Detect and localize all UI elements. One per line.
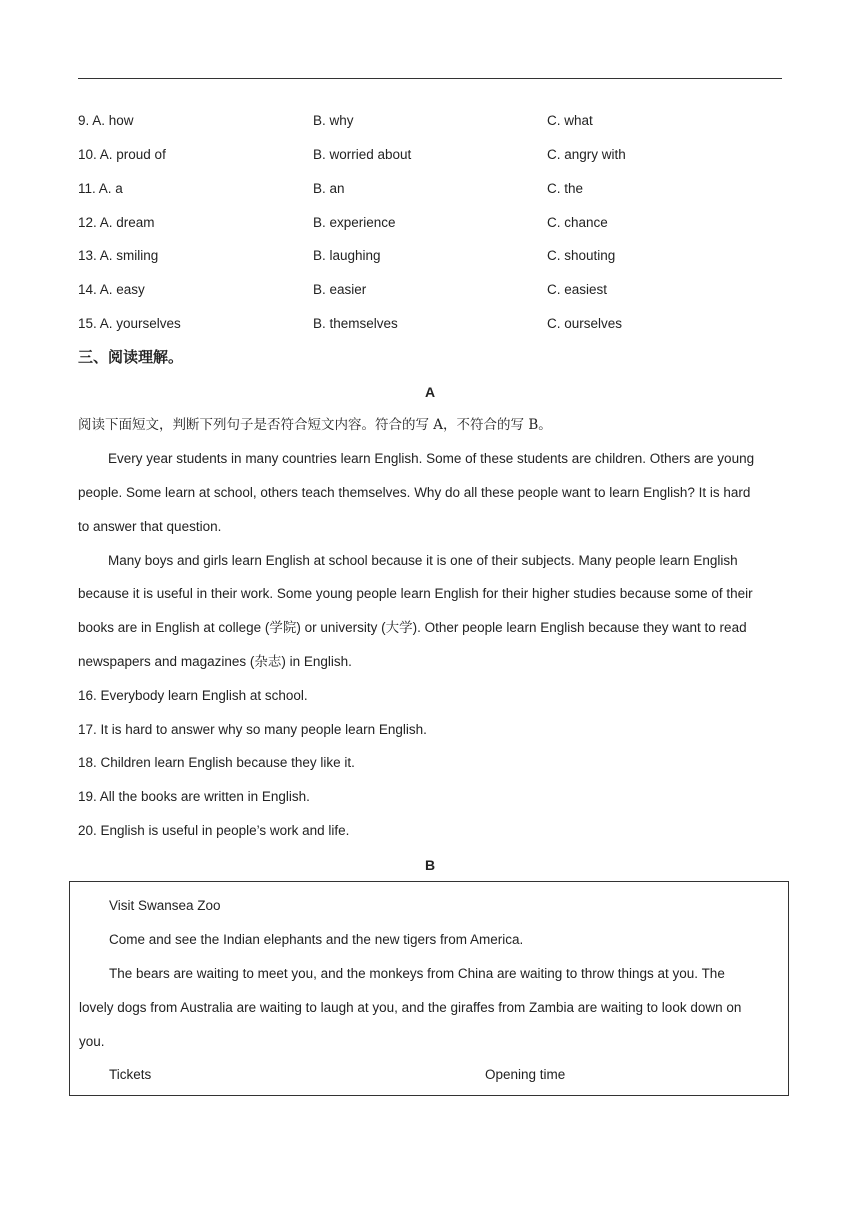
section-heading: 三、阅读理解。 — [78, 348, 184, 366]
passage-a-line: newspapers and magazines (杂志) in English. — [78, 654, 352, 669]
option-c: C. ourselves — [547, 316, 623, 331]
option-c: C. the — [547, 181, 584, 196]
passage-a-label: A — [424, 384, 436, 400]
option-b: B. worried about — [313, 147, 412, 162]
zoo-advert-line: The bears are waiting to meet you, and the monkeys from China are waiting to throw things at you. The — [109, 966, 725, 981]
passage-a-line: people. Some learn at school, others teach themselves. Why do all these people want to learn English? It is hard — [78, 485, 751, 500]
question-18: 18. Children learn English because they like it. — [78, 755, 355, 770]
option-b: B. themselves — [313, 316, 398, 331]
passage-a-line: Many boys and girls learn English at school because it is one of their subjects. Many people learn English — [108, 553, 738, 568]
question-17: 17. It is hard to answer why so many people learn English. — [78, 722, 427, 737]
option-b: B. easier — [313, 282, 367, 297]
option-b: B. laughing — [313, 248, 381, 263]
option-c: C. what — [547, 113, 593, 128]
passage-a-line: to answer that question. — [78, 519, 222, 534]
option-a: 15. A. yourselves — [78, 316, 181, 331]
option-a: 12. A. dream — [78, 215, 155, 230]
zoo-advert-line: you. — [79, 1034, 105, 1049]
option-b: B. why — [313, 113, 354, 128]
option-a: 13. A. smiling — [78, 248, 159, 263]
tickets-label: Tickets — [109, 1067, 152, 1082]
option-row-11 — [78, 179, 782, 199]
option-row-13 — [78, 246, 782, 266]
option-a: 11. A. a — [78, 181, 123, 196]
zoo-advert-line: Come and see the Indian elephants and the new tigers from America. — [109, 932, 524, 947]
zoo-advert-line: lovely dogs from Australia are waiting to laugh at you, and the giraffes from Zambia are waiting to look down on — [79, 1000, 742, 1015]
question-20: 20. English is useful in people’s work and life. — [78, 823, 350, 838]
option-a: 14. A. easy — [78, 282, 145, 297]
option-a: 10. A. proud of — [78, 147, 166, 162]
option-c: C. chance — [547, 215, 608, 230]
option-b: B. an — [313, 181, 345, 196]
header-rule — [78, 78, 782, 79]
option-row-12 — [78, 213, 782, 233]
option-row-14 — [78, 280, 782, 300]
passage-a-instruction: 阅读下面短文，判断下列句子是否符合短文内容。符合的写 A，不符合的写 B。 — [78, 417, 552, 433]
option-c: C. easiest — [547, 282, 608, 297]
opening-time-label: Opening time — [485, 1067, 566, 1082]
option-a: 9. A. how — [78, 113, 134, 128]
question-16: 16. Everybody learn English at school. — [78, 688, 308, 703]
passage-a-line: because it is useful in their work. Some young people learn English for their higher studies because some of their — [78, 586, 753, 601]
option-row-9 — [78, 111, 782, 131]
option-c: C. shouting — [547, 248, 616, 263]
option-c: C. angry with — [547, 147, 626, 162]
option-row-15 — [78, 314, 782, 334]
passage-b-label: B — [424, 857, 436, 873]
question-19: 19. All the books are written in English. — [78, 789, 310, 804]
option-b: B. experience — [313, 215, 396, 230]
passage-a-line: books are in English at college (学院) or university (大学). Other people learn English because they want to read — [78, 620, 747, 635]
zoo-advert-title: Visit Swansea Zoo — [109, 898, 221, 913]
zoo-advert-box — [69, 881, 789, 1096]
passage-a-line: Every year students in many countries learn English. Some of these students are children. Others are young — [108, 451, 755, 466]
option-row-10 — [78, 145, 782, 165]
